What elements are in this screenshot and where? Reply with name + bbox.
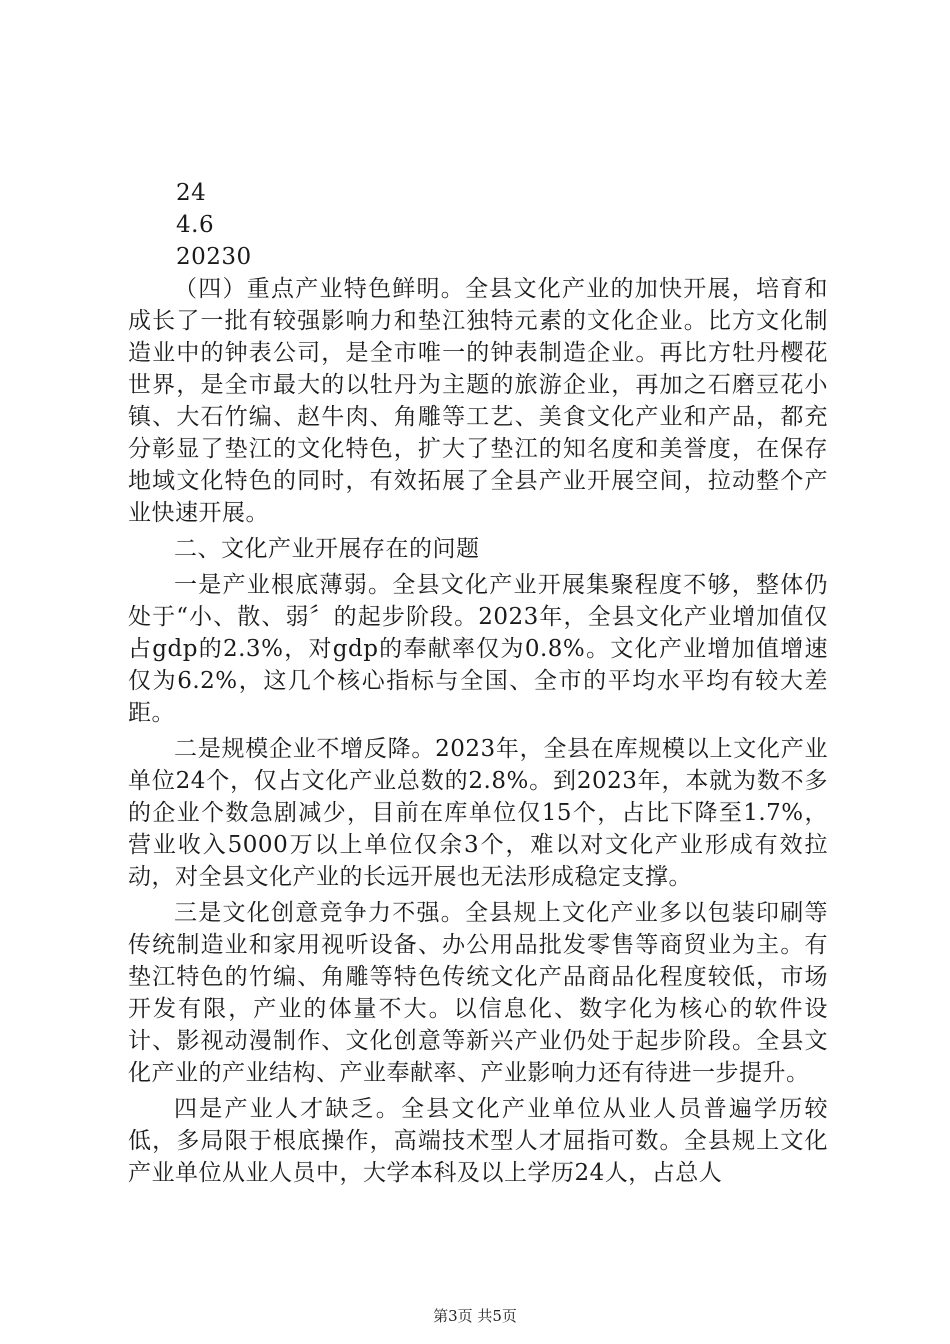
table-fragment-1: 24 bbox=[176, 180, 207, 206]
paragraph-scale-enterprises: 二是规模企业不增反降。2023年，全县在库规模以上文化产业单位24个，仅占文化产业总数的2.8%。到2023年，本就为数不多的企业个数急剧减少，目前在库单位仅15个，占比下降至1.7%，营业收入5000万以上单位仅余3个，难以对文化产业形成有效拉动，对全县文化产业的长远开展也无法形成稳定支撑。 bbox=[128, 736, 828, 890]
table-fragment-2: 4.6 bbox=[176, 212, 215, 238]
body-text bbox=[128, 177, 828, 1189]
paragraph-key-industries: （四）重点产业特色鲜明。全县文化产业的加快开展，培育和成长了一批有较强影响力和垫江独特元素的文化企业。比方文化制造业中的钟表公司，是全市唯一的钟表制造企业。再比方牡丹樱花世界，是全市最大的以牡丹为主题的旅游企业，再加之石磨豆花小镇、大石竹编、赵牛肉、角雕等工艺、美食文化产业和产品，都充分彰显了垫江的文化特色，扩大了垫江的知名度和美誉度，在保存地域文化特色的同时，有效拓展了全县产业开展空间，拉动整个产业快速开展。 bbox=[128, 276, 828, 526]
section-heading-problems: 二、文化产业开展存在的问题 bbox=[174, 536, 480, 562]
paragraph-talent-shortage: 四是产业人才缺乏。全县文化产业单位从业人员普遍学历较低，多局限于根底操作，高端技术型人才屈指可数。全县规上文化产业单位从业人员中，大学本科及以上学历24人，占总人 bbox=[128, 1096, 828, 1186]
page-number-footer: 第3页 共5页 bbox=[433, 1307, 517, 1325]
paragraph-weak-foundation: 一是产业根底薄弱。全县文化产业开展集聚程度不够，整体仍处于“小、散、弱〞的起步阶段。2023年，全县文化产业增加值仅占gdp的2.3%，对gdp的奉献率仅为0.8%。文化产业增加值增速仅为6.2%，这几个核心指标与全国、全市的平均水平均有较大差距。 bbox=[128, 572, 828, 726]
paragraph-creative-competitiveness: 三是文化创意竞争力不强。全县规上文化产业多以包装印刷等传统制造业和家用视听设备、办公用品批发零售等商贸业为主。有垫江特色的竹编、角雕等特色传统文化产品商品化程度较低，市场开发有限，产业的体量不大。以信息化、数字化为核心的软件设计、影视动漫制作、文化创意等新兴产业仍处于起步阶段。全县文化产业的产业结构、产业奉献率、产业影响力还有待进一步提升。 bbox=[128, 900, 828, 1086]
table-fragment-3: 20230 bbox=[176, 244, 252, 270]
